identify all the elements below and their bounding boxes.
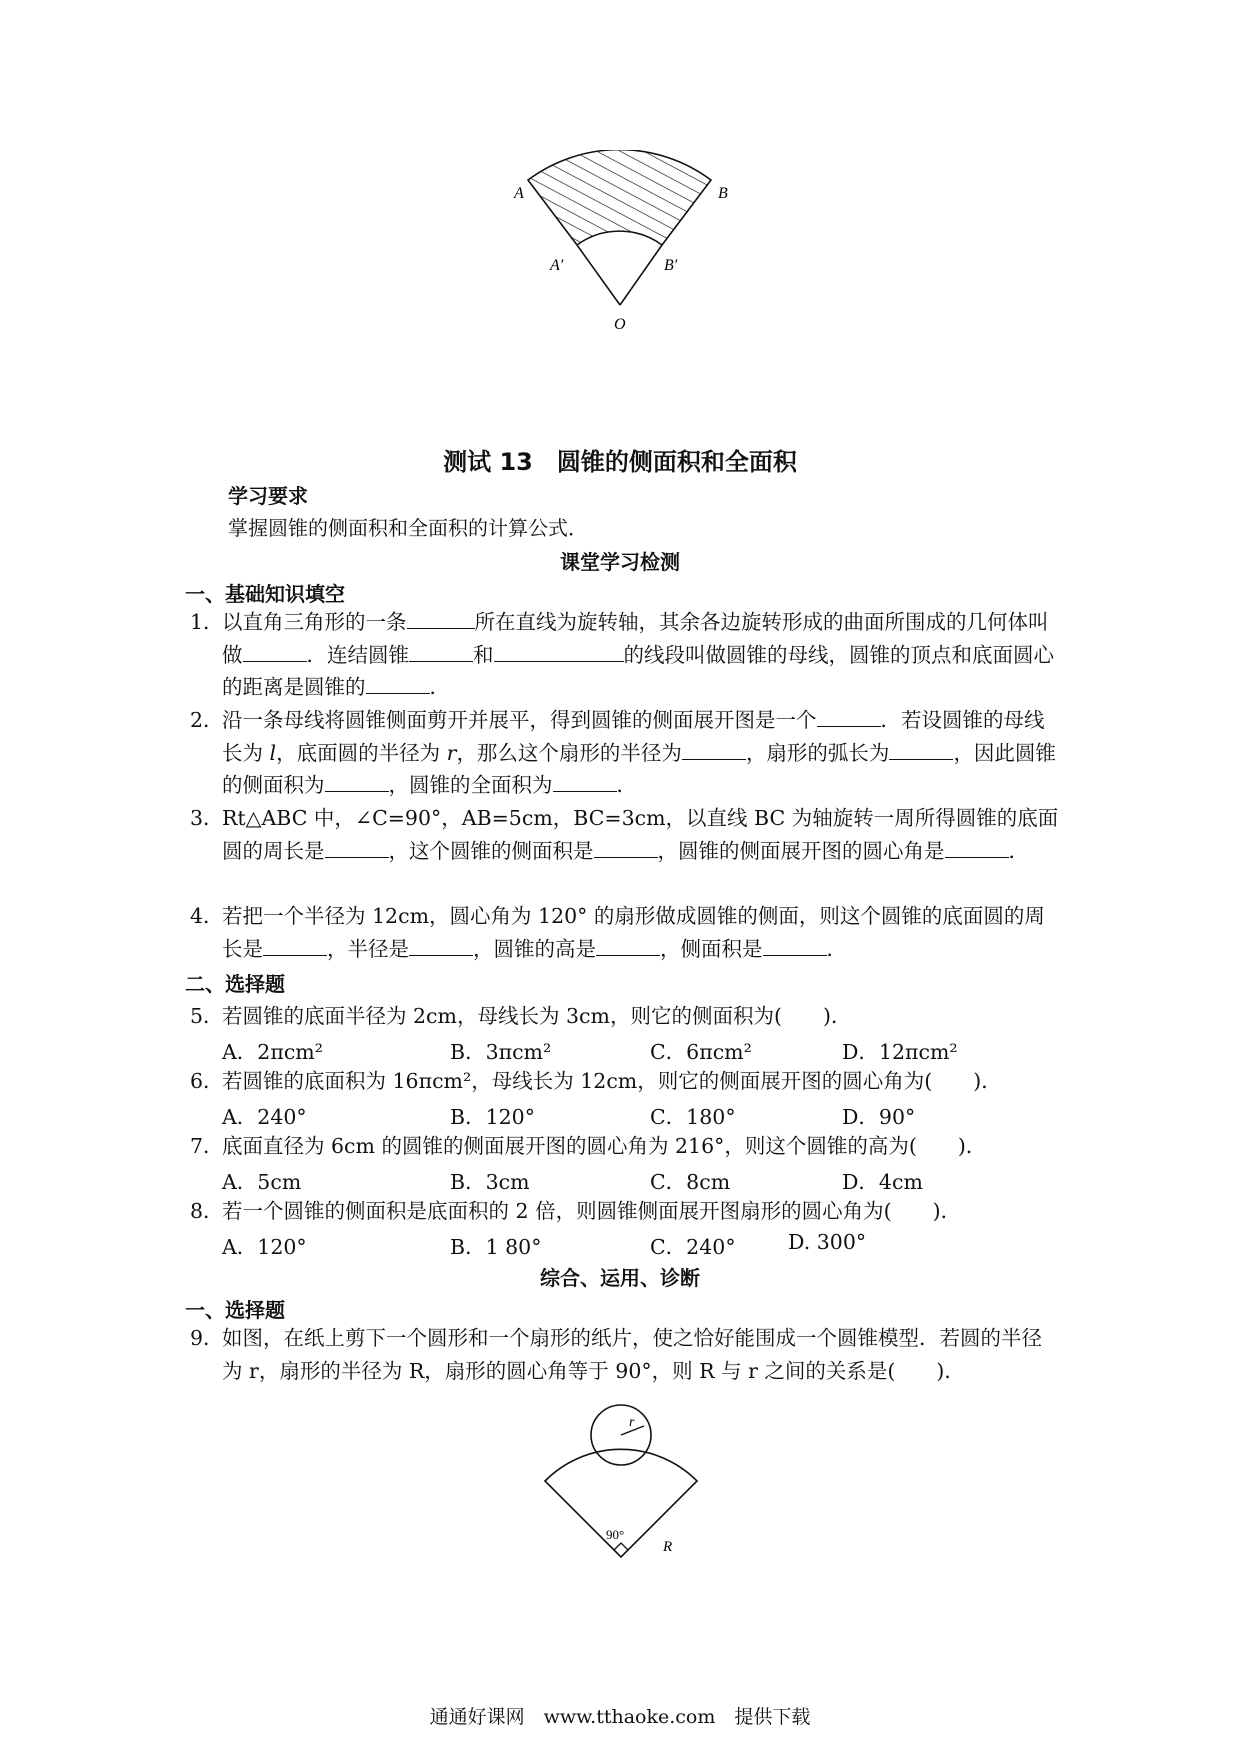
option-c[interactable]: C．8cm [650,1170,731,1194]
label-angle: 90° [606,1527,625,1542]
requirements-text: 掌握圆锥的侧面积和全面积的计算公式． [228,516,588,540]
sector-radius-right [620,245,662,305]
question-number: 2． [190,708,224,732]
label-a-prime: A′ [550,257,564,274]
question-text: 若圆锥的底面积为 16πcm²，母线长为 12cm，则它的侧面展开图的圆心角为( )． [222,1069,1002,1093]
question-number: 5． [190,1004,224,1028]
question-4: 4． 若把一个半径为 12cm，圆心角为 120° 的扇形做成圆锥的侧面，则这个圆锥的底面圆的周长是 ，半径是 ，圆锥的高是 ，侧面积是 ． [190,900,1060,965]
label-b-prime: B′ [664,257,678,274]
label-r: r [629,1415,635,1430]
section-class-heading: 课堂学习检测 [560,550,680,574]
option-d[interactable]: D．12πcm² [842,1040,958,1064]
label-a: A [514,185,524,202]
circle-sector-figure [535,1396,715,1576]
question-9 [190,1322,1060,1387]
section-apply-heading: 综合、运用、诊断 [540,1266,700,1290]
blank[interactable] [366,671,430,694]
question-8 [190,1195,1060,1228]
blank[interactable] [594,835,658,858]
question-text: 若一个圆锥的侧面积是底面积的 2 倍，则圆锥侧面展开图扇形的圆心角为( )． [222,1199,962,1223]
label-b: B [718,185,728,202]
question-number: 7． [190,1134,224,1158]
label-big-r: R [663,1539,673,1555]
annular-sector-figure [500,150,740,350]
blank[interactable] [325,835,389,858]
blank[interactable] [409,933,473,956]
blank[interactable] [494,639,624,662]
requirements-heading: 学习要求 [228,484,308,508]
option-b[interactable]: B．120° [450,1105,535,1129]
question-3: 3． Rt△ABC 中，∠C=90°，AB=5cm，BC=3cm，以直线 BC 为轴旋转一周所得圆锥的底面圆的周长是 ，这个圆锥的侧面积是 ，圆锥的侧面展开图的圆心角是 ． [190,802,1060,867]
option-c[interactable]: C．180° [650,1105,736,1129]
page-title: 测试 13 圆锥的侧面积和全面积 [443,448,797,476]
blank[interactable] [682,737,746,760]
option-b[interactable]: B．3cm [450,1170,530,1194]
question-6 [190,1065,1060,1098]
option-d[interactable]: D．4cm [842,1170,923,1194]
blank[interactable] [263,933,327,956]
blank[interactable] [889,737,953,760]
question-number: 1． [190,610,224,634]
blank[interactable] [325,769,389,792]
question-5 [190,1000,1060,1033]
footer-text: 通通好课网 www.tthaoke.com 提供下载 [429,1706,811,1728]
question-1: 1． 以直角三角形的一条 所在直线为旋转轴，其余各边旋转形成的曲面所围成的几何体叫做 ．连结圆锥 和 的线段叫做圆锥的母线，圆锥的顶点和底面圆心的距离是圆锥的 ． [190,606,1060,704]
option-a[interactable]: A．5cm [222,1170,302,1194]
blank[interactable] [763,933,827,956]
part2-heading: 二、选择题 [185,972,285,996]
option-c[interactable]: C．6πcm² [650,1040,752,1064]
question-number: 3． [190,806,224,830]
part1-heading: 一、基础知识填空 [185,582,345,606]
blank[interactable] [407,606,475,629]
blank[interactable] [243,639,307,662]
question-number: 8． [190,1199,224,1223]
option-d[interactable]: D．90° [842,1105,916,1129]
blank[interactable] [409,639,473,662]
blank[interactable] [553,769,617,792]
question-2: 2． 沿一条母线将圆锥侧面剪开并展平，得到圆锥的侧面展开图是一个 ．若设圆锥的母线长为 l，底面圆的半径为 r，那么这个扇形的半径为 ，扇形的弧长为 ，因此圆锥的侧面积为 ，圆锥的全面积为 ． [190,704,1060,802]
blank[interactable] [817,704,881,727]
option-a[interactable]: A．2πcm² [222,1040,323,1064]
shaded-ring-region [528,150,711,245]
question-7 [190,1130,1060,1163]
part3-heading: 一、选择题 [185,1298,285,1322]
option-a[interactable]: A．240° [222,1105,307,1129]
sector-radius-left [577,245,620,305]
question-text: 如图，在纸上剪下一个圆形和一个扇形的纸片，使之恰好能围成一个圆锥模型．若圆的半径为 r，扇形的半径为 R，扇形的圆心角等于 90°，则 R 与 r 之间的关系是( )． [222,1326,1042,1383]
question-number: 6． [190,1069,224,1093]
question-number: 9． [190,1326,224,1350]
option-b[interactable]: B．3πcm² [450,1040,552,1064]
option-a[interactable]: A．120° [222,1235,307,1259]
option-c[interactable]: C．240° [650,1235,736,1259]
blank[interactable] [596,933,660,956]
right-angle-mark [614,1543,628,1550]
option-b[interactable]: B．1 80° [450,1235,542,1259]
blank[interactable] [945,835,1009,858]
option-d[interactable]: D. 300° [788,1230,867,1254]
question-number: 4． [190,904,224,928]
label-o: O [614,316,626,333]
question-text: 若圆锥的底面半径为 2cm，母线长为 3cm，则它的侧面积为( )． [222,1004,852,1028]
question-text: 底面直径为 6cm 的圆锥的侧面展开图的圆心角为 216°，则这个圆锥的高为( )． [222,1134,987,1158]
